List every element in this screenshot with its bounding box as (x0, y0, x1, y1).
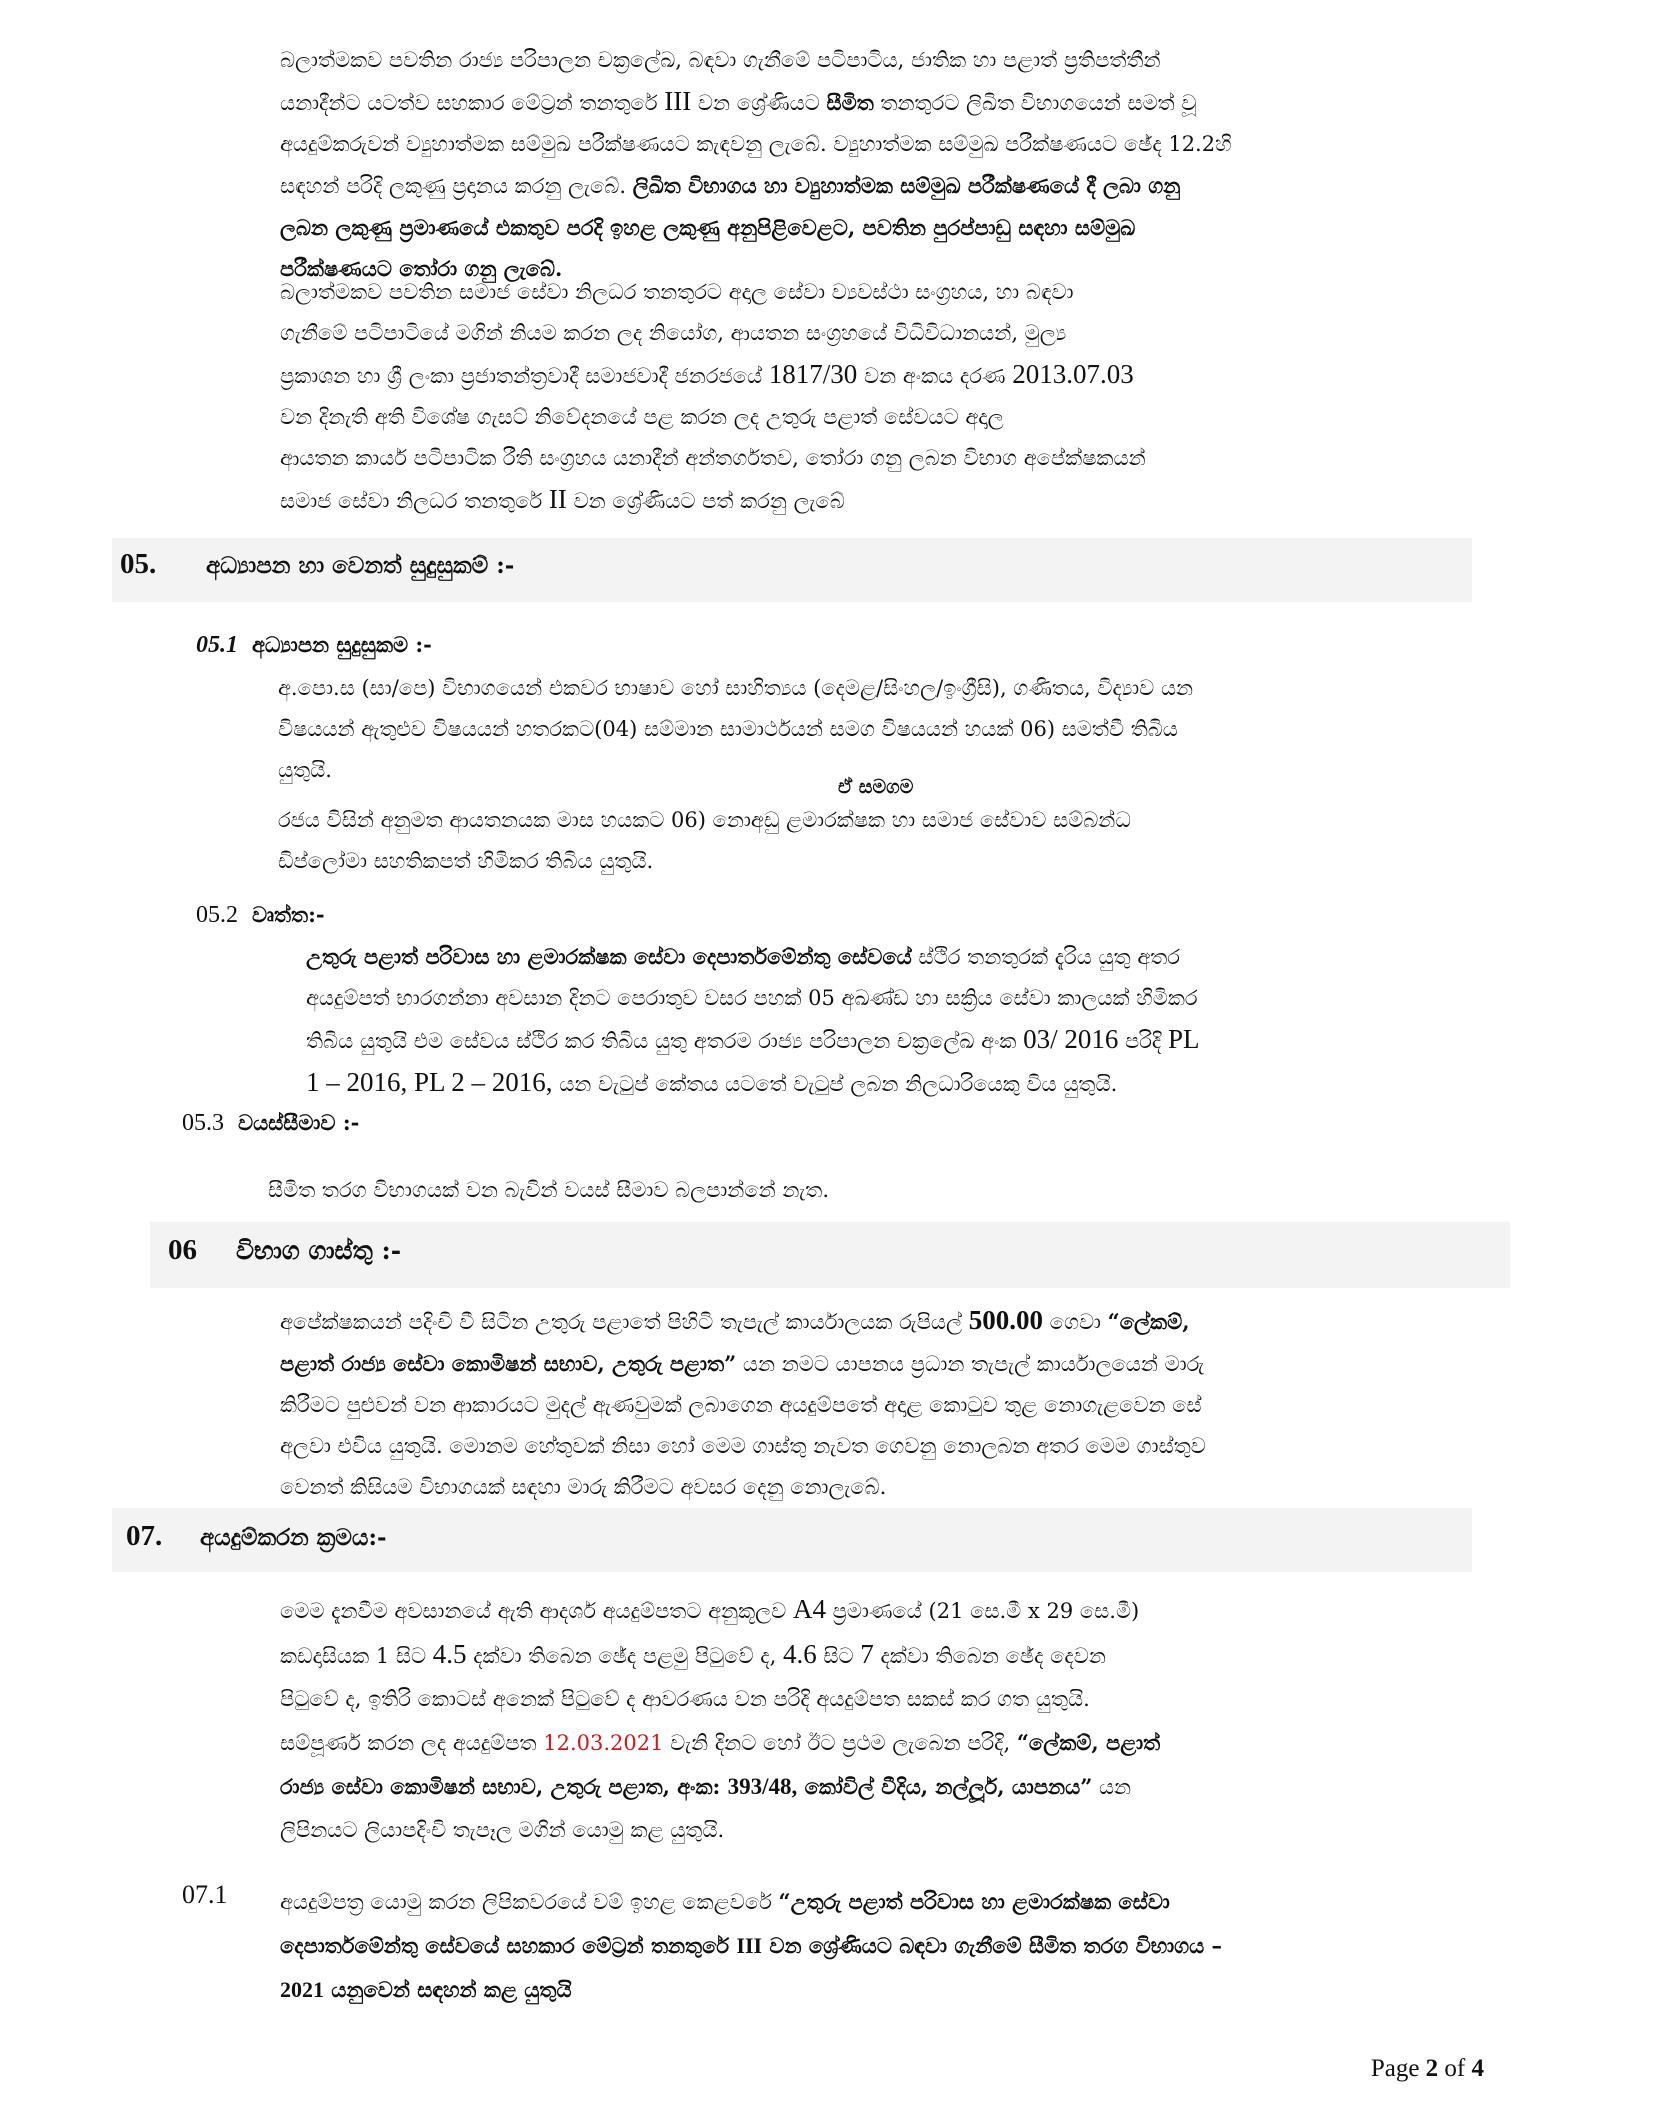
subsection-051-body-2 (278, 800, 1480, 882)
subsection-071-number: 07.1 (182, 1880, 228, 1909)
text-line: කිරීමට පුළුවන් වන ආකාරයට මුදල් ඇණවුමක් ලබාගෙන අයදුම්පතේ අදාළ කොටුව තුළ නොගැළවෙන සේ (280, 1393, 1202, 1417)
text-line: ඩිප්ලෝමා සහතිකපත් හිමිකර තිබිය යුතුයි. (278, 849, 654, 873)
subsection-053-body (268, 1170, 1468, 1211)
subsection-title: වෘත්ත:- (252, 902, 325, 927)
section-title: අධ්‍යාපන හා වෙනත් සුදුසුකම් :- (206, 552, 515, 579)
subsection-title: වයස්සීමාව :- (238, 1110, 360, 1135)
subsection-number: 05.3 (182, 1110, 224, 1136)
text-line: අ.පො.ස (සා/පෙ) විභාගයෙන් එකවර භාෂාව හෝ සාහිත්‍යය (දෙමළ/සිංහල/ඉංග්‍රීසි), ගණිතය, විද්‍යාව යන (278, 676, 1194, 700)
subsection-title: අධ්‍යාපන සුදුසුකම :- (252, 632, 432, 657)
text-line: සම්පූර්ණ කරන ලද අයදුම්පත 12.03.2021 වැනි දිනට හෝ ඊට ප්‍රථම ලැබෙන පරිදි, “ලේකම්, පළාත් (280, 1730, 1161, 1755)
text-line: අපේක්ෂකයන් පදිංචි වී සිටින උතුරු පළාතේ පිහිටි තැපැල් කාර්යාලයක රුපියල් 500.00 ගෙවා “ලේකම්, (280, 1305, 1190, 1335)
text-line: ලිපිනයට ලියාපදිංචි තැපෑල මගින් යොමු කළ යුතුයි. (280, 1818, 725, 1842)
text-line: මෙම දැනවීම අවසානයේ ඇති ආදර්ශ අයදුම්පතට අනුකූලව A4 ප්‍රමාණයේ (21 සෙ.මී x 29 සෙ.මී) (280, 1594, 1140, 1624)
text-line: අයදුම්පත්‍ර යොමු කරන ලිපිකවරයේ වම් ඉහළ කෙළවරේ “උතුරු පළාත් පරිවාස හා ළමාරක්ෂක සේවා (280, 1889, 1170, 1914)
section-number: 06 (168, 1234, 197, 1266)
subsection-053-heading (182, 1110, 359, 1137)
text-line: බලාත්මකව පවතින සමාජ සේවා නිලධර තනතුරට අදාල සේවා ව්‍යවස්ථා සංග්‍රහය, හා බඳවා (280, 280, 1074, 304)
text-line: යනාදීන්ට යටත්ව සහකාර මේට්‍රන් තනතුරේ III වන ශ්‍රේණියට සීමිත තනතුරට ලිඛිත විභාගයෙන් සමත් වූ (280, 86, 1197, 116)
text-line: ගැනීමේ පටිපාටියේ මගින් නියම කරන ලද නියෝග, ආයතන සංග්‍රහයේ විධිවිධානයන්, මුල්‍ය (280, 321, 1067, 345)
section-title: විභාග ගාස්තු :- (236, 1236, 402, 1265)
text-line: කඩදාසියක 1 සිට 4.5 දක්වා තිබෙන ඡේද පළමු පිටුවේ ද, 4.6 සිට 7 දක්වා තිබෙන ඡේද දෙවන (280, 1639, 1106, 1669)
text-line: ලබන ලකුණු ප්‍රමාණයේ එකතුව පරදි ඉහළ ලකුණු අනුපිළිවෙළට, පවතින පුරප්පාඩු සඳහා සම්මුඛ (280, 215, 1136, 240)
text-line: පළාත් රාජ්‍ය සේවා කොමිෂන් සභාව, උතුරු පළාත” යන නමට යාපනය ප්‍රධාන තැපැල් කාර්යාලයෙන් මාරු (280, 1351, 1205, 1376)
section-06-body (280, 1300, 1480, 1508)
text-line: ප්‍රකාශන හා ශ්‍රී ලංකා ප්‍රජාතන්ත්‍රවාදී සමාජවාදී ජනරජයේ 1817/30 වන අංකය දරණ 2013.07.03 (280, 359, 1134, 389)
total-pages: 4 (1471, 2055, 1484, 2082)
subsection-051-body (278, 668, 1480, 791)
text-line: තිබිය යුතුයි එම සේවය ස්ථිර කර තිබිය යුතු අතරම රාජ්‍ය පරිපාලන චක්‍රලේඛ අංක 03/ 2016 පරිදි PL (306, 1024, 1200, 1054)
text-line: ආයතන කාර්ය පටිපාටික රීති සංග්‍රහය යනාදීන් අන්තර්ගතව, තෝරා ගනු ලබන විභාග අපේක්ෂකයන් (280, 446, 1146, 470)
section-05-heading (120, 548, 514, 581)
subsection-052-body (306, 936, 1480, 1105)
text-line: දෙපාර්තමේන්තු සේවයේ සහකාර මේට්‍රන් තනතුරේ III වන ශ්‍රේණියට බඳවා ගැනීමේ සීමිත තරග විභාගය – (280, 1933, 1223, 1958)
text-line: රාජ්‍ය සේවා කොමිෂන් සභාව, උතුරු පළාත, අංක: 393/48, කෝවිල් වීදිය, නල්ලූර්, යාපනය” යන (280, 1774, 1132, 1799)
current-page-number: 2 (1425, 2055, 1439, 2082)
text-line: වන දිනැති අති විශේෂ ගැසට් නිවේදනයේ පළ කරන ලද උතුරු පළාත් සේවයට අදාල (280, 405, 1004, 429)
intro-paragraph-1 (280, 40, 1480, 289)
subsection-071-body (280, 1880, 1480, 2012)
subsection-051-heading (196, 632, 432, 659)
section-title: අයදුම්කරන ක්‍රමය:- (200, 1524, 387, 1551)
deadline-date: 12.03.2021 (543, 1731, 664, 1755)
text-line: විෂයයන් ඇතුළුව විෂයයන් හතරකට(04) සම්මාන සාමාර්ථයන් සමග විෂයයන් හයක් 06) සමත්වී තිබිය (278, 717, 1178, 741)
text-line: රජය විසින් අනුමත ආයතනයක මාස හයකට 06) නොඅඩු ළමාරක්ෂක හා සමාජ සේවාව සම්බන්ධ (278, 808, 1131, 832)
text-line: පරීක්ෂණයට තෝරා ගනු ලැබේ. (280, 256, 563, 281)
text-line: 2021 යනුවෙන් සඳහන් කළ යුතුයි (280, 1977, 572, 2002)
intro-paragraph-2 (280, 272, 1480, 522)
text-line: උතුරු පළාත් පරිවාස හා ළමාරක්ෂක සේවා දෙපාර්තමේන්තු සේවයේ ස්ථිර තනතුරක් දැරිය යුතු අතර (306, 944, 1180, 969)
text-line: වෙනත් කිසියම විභාගයක් සඳහා මාරු කිරීමට අවසර දෙනු නොලැබේ. (280, 1475, 887, 1499)
subsection-number: 05.1 (196, 632, 238, 658)
text-line: පිටුවේ ද, ඉතිරි කොටස් අනෙක් පිටුවේ ද ආවරණය වන පරිදි අයදුම්පත සකස් කර ගත යුතුයි. (280, 1687, 1090, 1711)
section-number: 07. (126, 1520, 163, 1552)
text-line: අයදුම්කරුවන් ව්‍යුහාත්මක සම්මුඛ පරීක්ෂණයට කැඳවනු ලැබේ. ව්‍යුහාත්මක සම්මුඛ පරීක්ෂණයට ඡේද 12.2හි (280, 132, 1232, 156)
text-line: සීමිත තරග විභාගයක් වන බැවින් වයස් සීමාව බලපාන්නේ නැත. (268, 1178, 829, 1202)
text-line: සමාජ සේවා නිලධර තනතුරේ II වන ශ්‍රේණියට පත් කරනු ලැබේ (280, 484, 845, 514)
subsection-052-heading (196, 902, 325, 929)
text-line: 1 – 2016, PL 2 – 2016, යන වැටුප් කේතය යටතේ වැටුප් ලබන නිලධාරියෙකු විය යුතුයි. (306, 1067, 1118, 1097)
text-line: යුතුයි. (278, 758, 332, 782)
text-line: අලවා එවිය යුතුයි. මොනම හේතුවක් නිසා හෝ මෙම ගාස්තු නැවත ගෙවනු නොලබන අතර මෙම ගාස්තුව (280, 1434, 1206, 1458)
text-line: සඳහන් පරිදි ලකුණු ප්‍රදානය කරනු ලැබේ. ලිඛිත විභාගය හා ව්‍යුහාත්මක සම්මුඛ පරීක්ෂණයේ දී ලබා ගනු (280, 173, 1181, 198)
section-07-heading (126, 1520, 387, 1553)
section-07-body (280, 1588, 1480, 1852)
text-line: බලාත්මකව පවතින රාජ්‍ය පරිපාලන චක්‍රලේඛ, බඳවා ගැනීමේ පටිපාටිය, ජාතික හා පළාත් ප්‍රතිපත්තීන් (280, 48, 1161, 72)
section-06-heading (168, 1234, 401, 1267)
subsection-number: 05.2 (196, 902, 238, 928)
and-label: ඒ සමගම (838, 776, 914, 798)
text-line: අයදුම්පත් භාරගන්නා අවසාන දිනට පෙරාතුව වසර පහක් 05 අඛණ්ඩ හා සක්‍රිය සේවා කාලයක් හිමිකර (306, 986, 1198, 1010)
section-number: 05. (120, 548, 157, 580)
page-footer: Page 2 of 4 (1370, 2055, 1484, 2082)
